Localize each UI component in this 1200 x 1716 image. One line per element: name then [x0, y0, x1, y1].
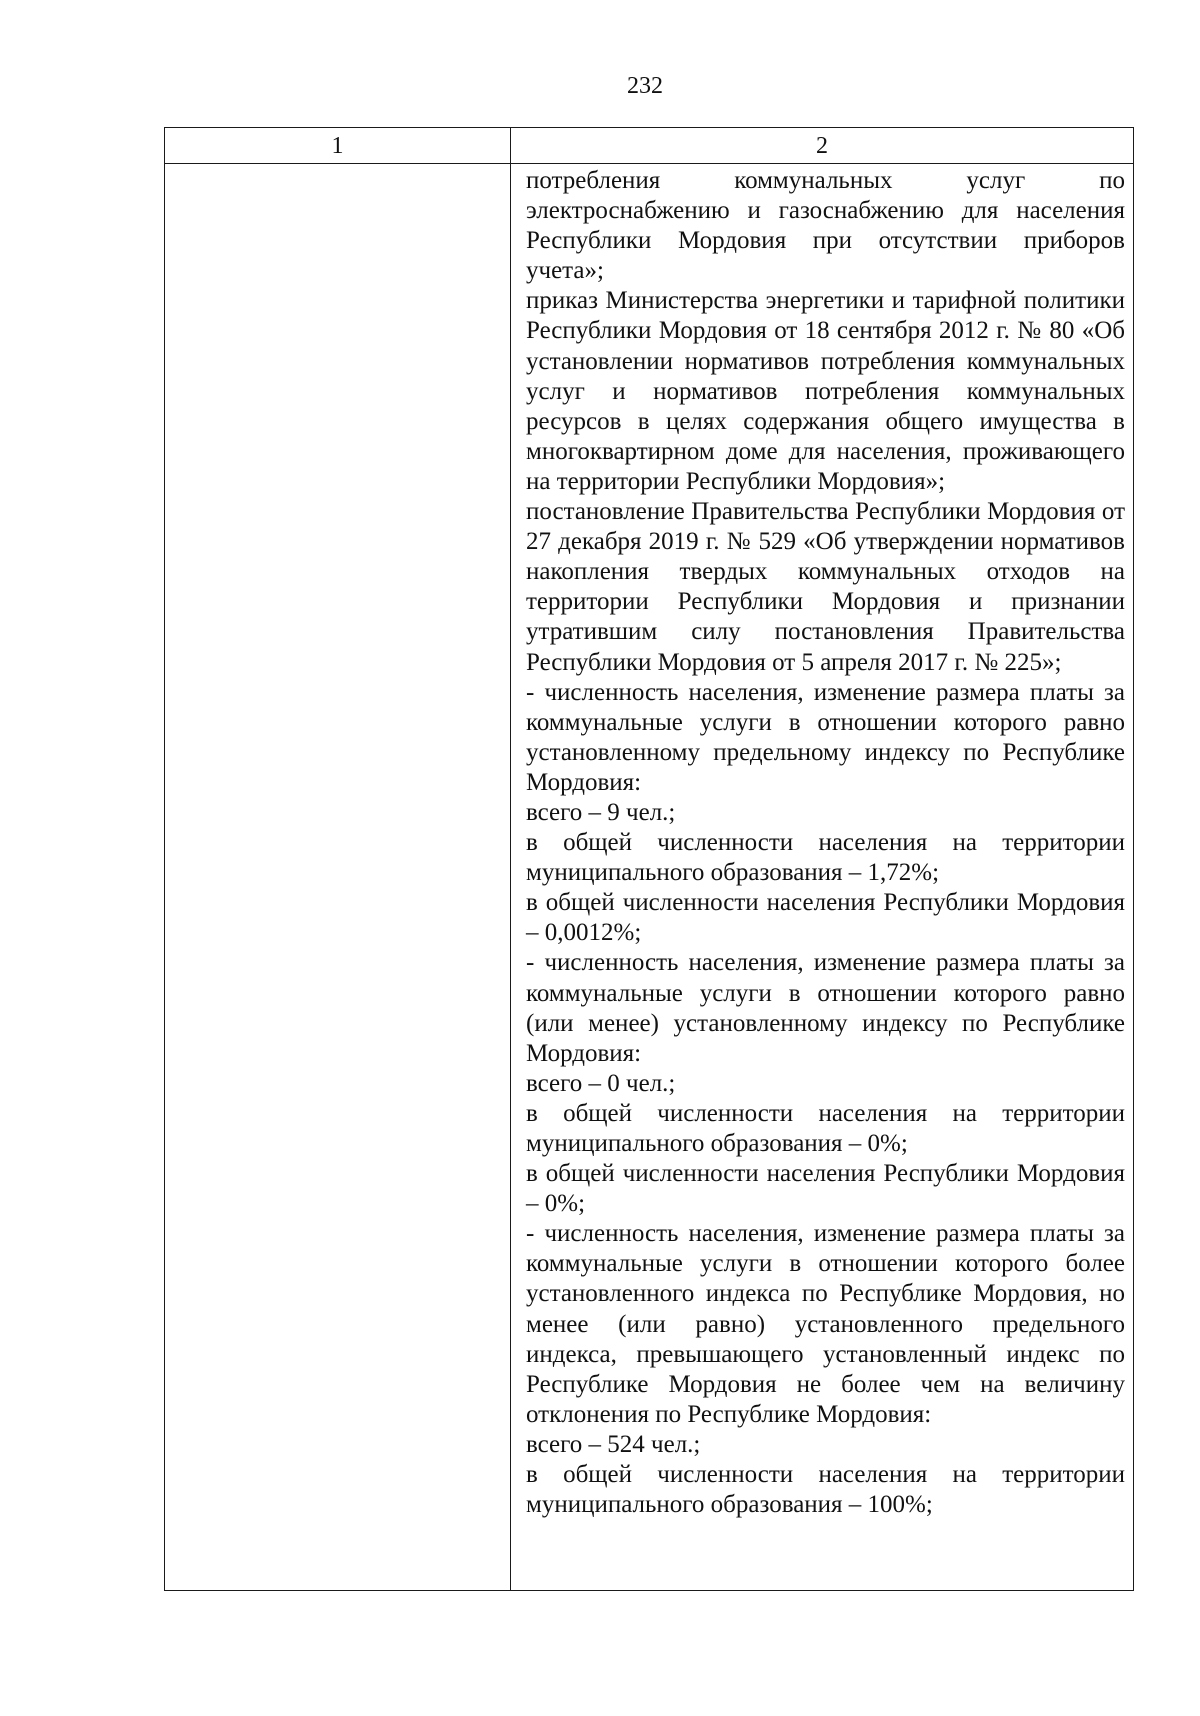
- paragraph: - численность населения, изменение размера платы за коммунальные услуги в отношении которого равно (или менее) установленному индексу по Республике Мордовия:: [526, 949, 1125, 1067]
- paragraph: в общей численности населения Республики Мордовия – 0,0012%;: [526, 889, 1125, 947]
- paragraph: потребления коммунальных услуг по электроснабжению и газоснабжению для населения Республики Мордовия при отсутствии приборов учета»;: [526, 167, 1125, 285]
- paragraph: приказ Министерства энергетики и тарифной политики Республики Мордовия от 18 сентября 2012 г. № 80 «Об установлении нормативов потребления коммунальных услуг и нормативов потребления коммунальных ресурсов в целях содержания общего имущества в многоквартирном доме для населения, проживающего на территории Республики Мордовия»;: [526, 287, 1125, 495]
- paragraph: в общей численности населения на территории муниципального образования – 1,72%;: [526, 829, 1125, 887]
- column-header-1: 1: [165, 128, 511, 164]
- column-1-cell: [165, 164, 511, 1591]
- column-header-2: 2: [511, 128, 1134, 164]
- table-row: [165, 164, 1134, 1591]
- paragraph: постановление Правительства Республики Мордовия от 27 декабря 2019 г. № 529 «Об утверждении нормативов накопления твердых коммунальных отходов на территории Республики Мордовия и признании утратившим силу постановления Правительства Республики Мордовия от 5 апреля 2017 г. № 225»;: [526, 498, 1125, 676]
- paragraph: - численность населения, изменение размера платы за коммунальные услуги в отношении которого равно установленному предельному индексу по Республике Мордовия:: [526, 678, 1125, 796]
- paragraph: всего – 524 чел.;: [526, 1430, 701, 1458]
- paragraph: - численность населения, изменение размера платы за коммунальные услуги в отношении которого более установленного индекса по Республике Мордовия, но менее (или равно) установленного предельного индекса, превышающего установленный индекс по Республике Мордовия не более чем на величину отклонения по Республике Мордовия:: [526, 1220, 1125, 1428]
- table-header-row: [165, 128, 1134, 164]
- paragraph: в общей численности населения на территории муниципального образования – 0%;: [526, 1099, 1125, 1157]
- paragraph: в общей численности населения Республики Мордовия – 0%;: [526, 1160, 1125, 1218]
- page-number: 232: [627, 73, 663, 99]
- cell-content: [511, 164, 1133, 1520]
- column-2-cell: [511, 164, 1134, 1591]
- paragraph: всего – 0 чел.;: [526, 1069, 676, 1097]
- paragraph: в общей численности населения на территории муниципального образования – 100%;: [526, 1461, 1125, 1519]
- paragraph: всего – 9 чел.;: [526, 798, 676, 826]
- document-table: [164, 127, 1134, 1591]
